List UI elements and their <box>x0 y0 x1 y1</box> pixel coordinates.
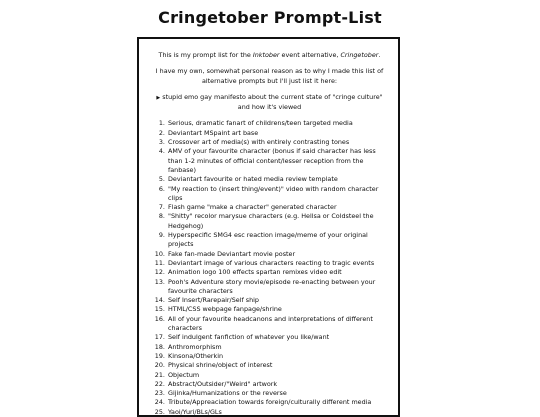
prompt-item: 15. HTML/CSS webpage fanpage/shrine <box>167 305 388 314</box>
prompt-item: 18. Anthromorphism <box>167 343 388 352</box>
prompt-item: 5. Deviantart favourite or hated media review template <box>167 175 388 184</box>
prompt-item: 3. Crossover art of media(s) with entirely contrasting tones <box>167 138 388 147</box>
prompt-item: 7. Flash game "make a character" generated character <box>167 203 388 212</box>
prompt-item: 20. Physical shrine/object of interest <box>167 361 388 370</box>
prompt-item: 8. "Shitty" recolor marysue characters (e.g. Hellsa or Coldsteel the Hedgehog) <box>167 212 388 231</box>
disclosure-summary[interactable]: stupid emo gay manifesto about the current state of "cringe culture" and how it's viewed <box>162 92 383 112</box>
content-box <box>137 37 400 417</box>
prompt-item: 14. Self Insert/Rarepair/Self ship <box>167 296 388 305</box>
prompt-item: 24. Tribute/Appreaciation towards foreign/culturally different media <box>167 398 388 407</box>
prompt-item: 21. Objectum <box>167 371 388 380</box>
prompt-item: 22. Abstract/Outsider/"Weird" artwork <box>167 380 388 389</box>
prompt-list <box>151 119 388 417</box>
prompt-item: 13. Pooh's Adventure story movie/episode re-enacting between your favourite characters <box>167 278 388 297</box>
prompt-item: 9. Hyperspecific SMG4 esc reaction image/meme of your original projects <box>167 231 388 250</box>
prompt-item: 2. Deviantart MSpaint art base <box>167 129 388 138</box>
prompt-item: 17. Self indulgent fanfiction of whatever you like/want <box>167 333 388 342</box>
intro-section <box>151 51 388 86</box>
prompt-item: 19. Kinsona/Otherkin <box>167 352 388 361</box>
prompt-item: 25. Yaoi/Yuri/BLs/GLs <box>167 408 388 417</box>
manifesto-disclosure[interactable] <box>151 93 388 113</box>
intro-line-1: This is my prompt list for the Inktober event alternative, Cringetober. <box>158 51 381 59</box>
prompt-item: 1. Serious, dramatic fanart of childrens/teen targeted media <box>167 119 388 128</box>
prompt-item: 23. Gijinka/Humanizations or the reverse <box>167 389 388 398</box>
prompt-item: 16. All of your favourite headcanons and interpretations of different characters <box>167 315 388 334</box>
prompt-item: 4. AMV of your favourite character (bonus if said character has less than 1-2 minutes of official content/lesser reception from the fanbase) <box>167 147 388 175</box>
page-title: Cringetober Prompt-List <box>158 8 382 27</box>
prompt-item: 11. Deviantart image of various characters reacting to tragic events <box>167 259 388 268</box>
disclosure-triangle-icon[interactable]: ▶ <box>156 94 161 101</box>
prompt-item: 6. "My reaction to (insert thing/event)" video with random character clips <box>167 185 388 204</box>
prompt-item: 12. Animation logo 100 effects spartan remixes video edit <box>167 268 388 277</box>
prompt-item: 10. Fake fan-made Deviantart movie poster <box>167 250 388 259</box>
intro-line-2: I have my own, somewhat personal reason as to why I made this list of alternative prompts but I'll just list it here: <box>155 67 384 85</box>
